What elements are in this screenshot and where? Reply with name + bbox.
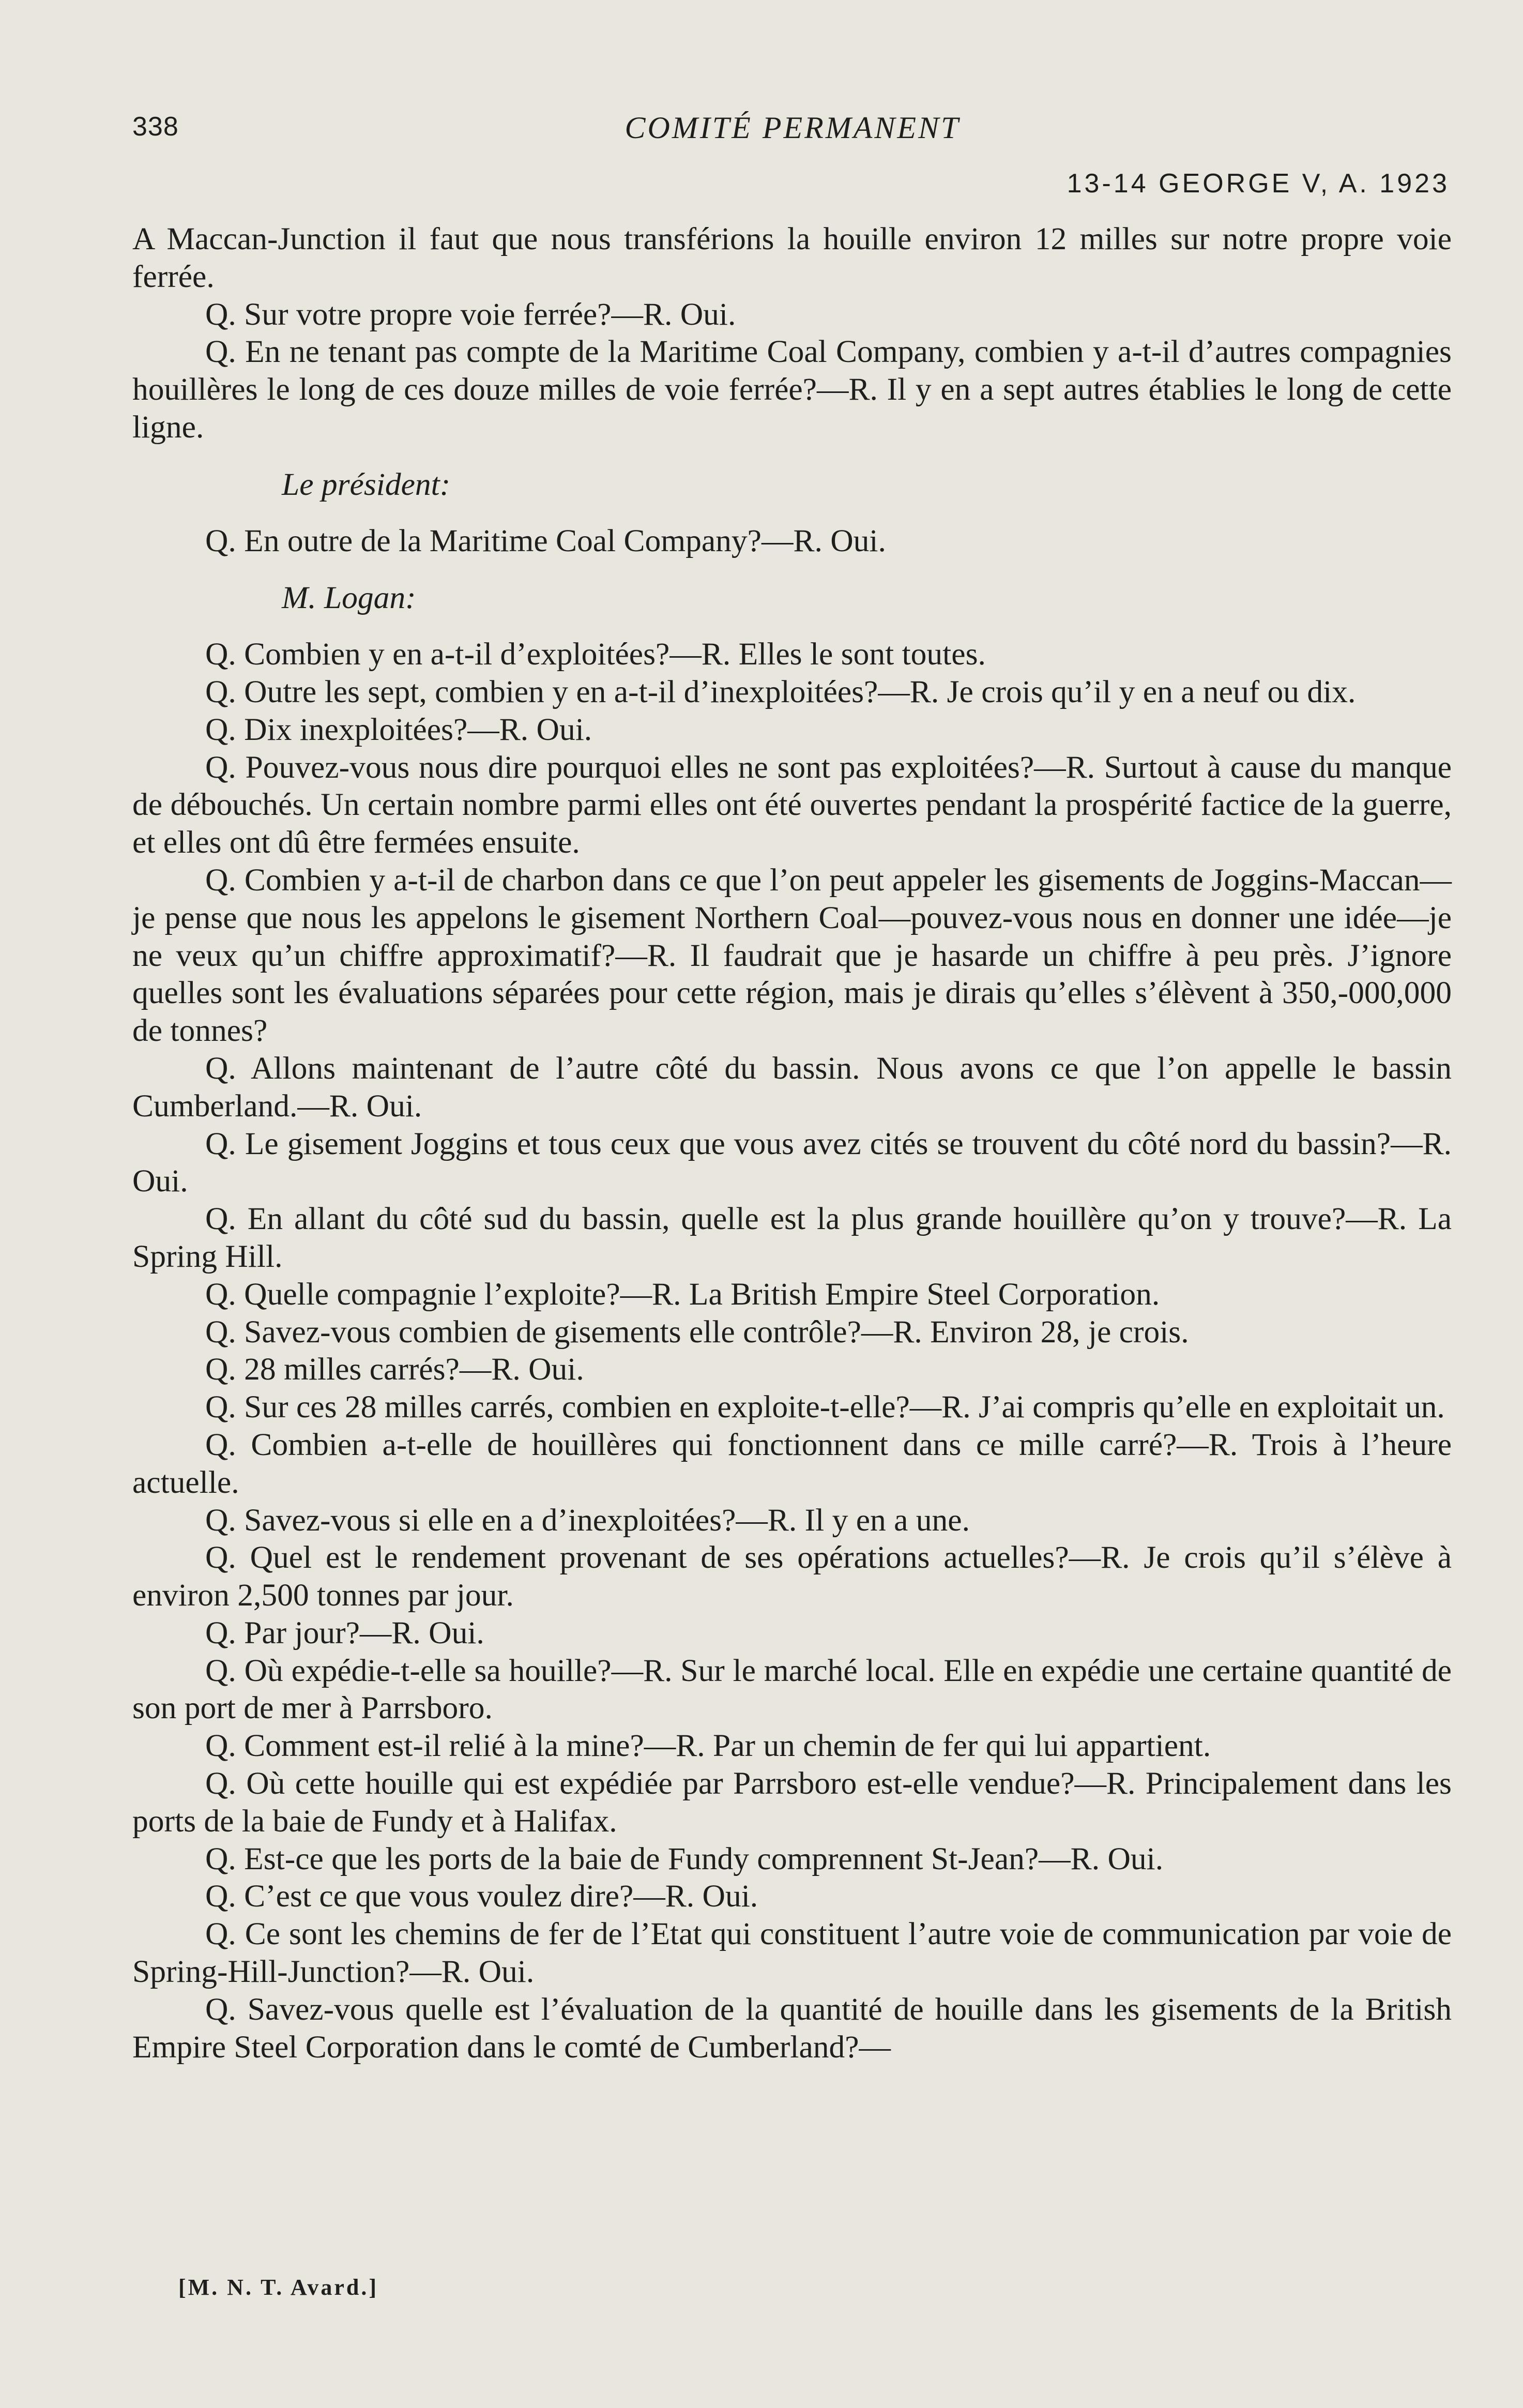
question-paragraph: Q. Combien a-t-elle de houillères qui fonctionnent dans ce mille carré?—R. Trois à l’heure actuelle. — [132, 1427, 1452, 1500]
question-paragraph: Q. Est-ce que les ports de la baie de Fundy comprennent St-Jean?—R. Oui. — [205, 1841, 1164, 1876]
question-paragraph: Q. Ce sont les chemins de fer de l’Etat qui constituent l’autre voie de communication par voie de Spring-Hill-Junction?—R. Oui. — [132, 1916, 1452, 1990]
question-paragraph: Q. C’est ce que vous voulez dire?—R. Oui. — [205, 1879, 758, 1914]
question-paragraph: Q. Comment est-il relié à la mine?—R. Par un chemin de fer qui lui appartient. — [205, 1728, 1211, 1764]
question-paragraph: Q. Pouvez-vous nous dire pourquoi elles ne sont pas exploitées?—R. Surtout à cause du manque de débouchés. Un certain nombre parmi elles ont été ouvertes pendant la prospérité factice de la guerre, et elles ont dû être fermées ensuite. — [132, 749, 1452, 860]
session-line: 13-14 GEORGE V, A. 1923 — [1067, 169, 1450, 199]
question-paragraph: Q. Combien y a-t-il de charbon dans ce que l’on peut appeler les gisements de Joggins-Maccan—je pense que nous les appelons le gisement Northern Coal—pouvez-vous nous en donner une idée—je ne veux qu’un chiffre approximatif?—R. Il faudrait que je hasarde un chiffre à peu près. J’ignore quelles sont les évaluations séparées pour cette région, mais je dirais qu’elles s’élèvent à 350,-000,000 de tonnes? — [132, 862, 1452, 1049]
question-paragraph: Q. Savez-vous combien de gisements elle contrôle?—R. Environ 28, je crois. — [205, 1314, 1189, 1350]
question-paragraph: Q. 28 milles carrés?—R. Oui. — [205, 1352, 584, 1387]
running-head: COMITÉ PERMANENT — [625, 111, 961, 145]
question-paragraph: Q. Le gisement Joggins et tous ceux que vous avez cités se trouvent du côté nord du bassin?—R. Oui. — [132, 1126, 1452, 1199]
question-paragraph: Q. Où cette houille qui est expédiée par Parrsboro est-elle vendue?—R. Principalement dans les ports de la baie de Fundy et à Halifax. — [132, 1766, 1452, 1839]
question-paragraph: Q. Allons maintenant de l’autre côté du bassin. Nous avons ce que l’on appelle le bassin Cumberland.—R. Oui. — [132, 1050, 1452, 1124]
question-paragraph: Q. Quel est le rendement provenant de ses opérations actuelles?—R. Je crois qu’il s’élève à environ 2,500 tonnes par jour. — [132, 1540, 1452, 1613]
question-paragraph: Q. Par jour?—R. Oui. — [205, 1615, 484, 1650]
page-number: 338 — [132, 112, 179, 142]
speaker-footer: [M. N. T. Avard.] — [178, 2275, 378, 2300]
question-paragraph: Q. Quelle compagnie l’exploite?—R. La British Empire Steel Corporation. — [205, 1276, 1160, 1312]
speaker-heading: Le président: — [282, 466, 451, 502]
question-paragraph: Q. Combien y en a-t-il d’exploitées?—R. Elles le sont toutes. — [205, 637, 986, 672]
question-paragraph: Q. Sur ces 28 milles carrés, combien en exploite-t-elle?—R. J’ai compris qu’elle en exploitait un. — [205, 1389, 1445, 1425]
question-paragraph: Q. Savez-vous si elle en a d’inexploitées?—R. Il y en a une. — [205, 1502, 970, 1538]
paragraph: A Maccan-Junction il faut que nous transférions la houille environ 12 milles sur notre propre voie ferrée. — [132, 221, 1452, 294]
question-paragraph: Q. Outre les sept, combien y en a-t-il d’inexploitées?—R. Je crois qu’il y en a neuf ou dix. — [205, 674, 1356, 709]
speaker-heading: M. Logan: — [282, 580, 416, 616]
transcript-body — [132, 220, 1452, 2066]
question-paragraph: Q. Savez-vous quelle est l’évaluation de la quantité de houille dans les gisements de la British Empire Steel Corporation dans le comté de Cumberland?— — [132, 1991, 1452, 2065]
question-paragraph: Q. En allant du côté sud du bassin, quelle est la plus grande houillère qu’on y trouve?—R. La Spring Hill. — [132, 1201, 1452, 1274]
question-paragraph: Q. En ne tenant pas compte de la Maritime Coal Company, combien y a-t-il d’autres compagnies houillères le long de ces douze milles de voie ferrée?—R. Il y en a sept autres établies le long de cette ligne. — [132, 334, 1452, 445]
question-paragraph: Q. Sur votre propre voie ferrée?—R. Oui. — [205, 296, 736, 332]
question-paragraph: Q. Où expédie-t-elle sa houille?—R. Sur le marché local. Elle en expédie une certaine quantité de son port de mer à Parrsboro. — [132, 1653, 1452, 1726]
question-paragraph: Q. En outre de la Maritime Coal Company?—R. Oui. — [205, 523, 886, 558]
question-paragraph: Q. Dix inexploitées?—R. Oui. — [205, 711, 592, 747]
